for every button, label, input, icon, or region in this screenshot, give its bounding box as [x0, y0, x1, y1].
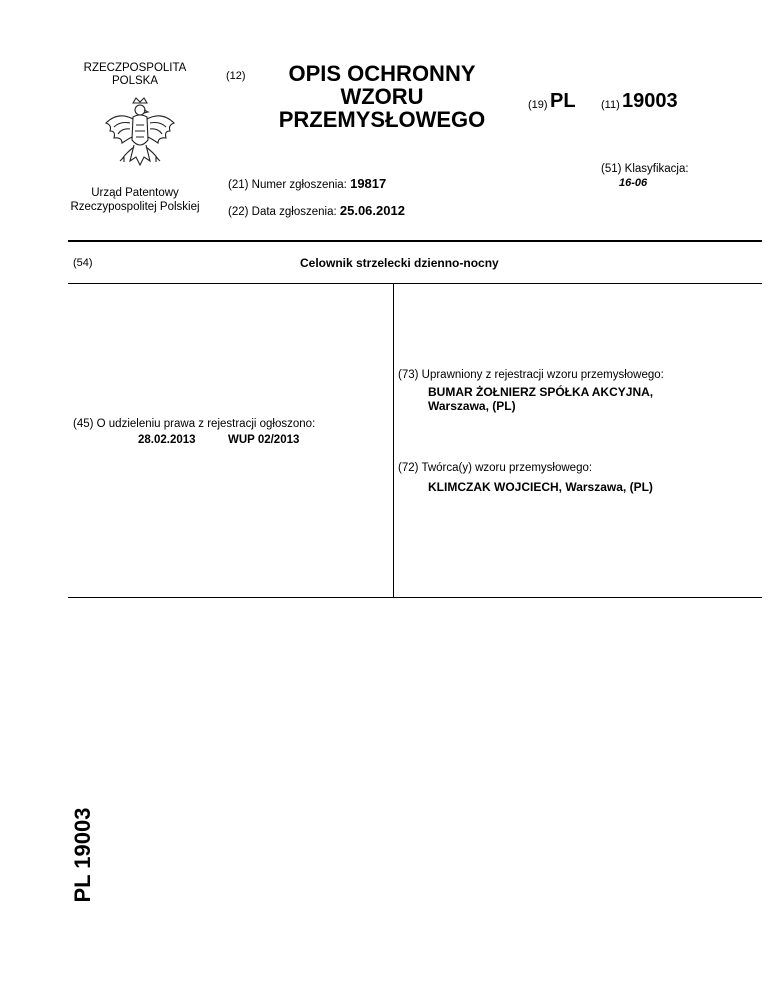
- application-date-label: (22) Data zgłoszenia:: [228, 206, 337, 218]
- application-number-field: [228, 176, 386, 191]
- title-line-2: WZORU: [340, 84, 424, 109]
- designer-label: (72) Twórca(y) wzoru przemysłowego:: [398, 462, 593, 474]
- office-line-2: Rzeczypospolitej Polskiej: [70, 201, 200, 213]
- side-document-label: PL 19003: [70, 807, 95, 903]
- code-54: (54): [73, 257, 93, 269]
- grant-announcement-date: 28.02.2013: [138, 434, 196, 446]
- polish-eagle-emblem-icon: [100, 95, 180, 180]
- classification-value: 16-06: [619, 177, 648, 189]
- title-line-3: PRZEMYSŁOWEGO: [278, 107, 486, 132]
- classification-label: (51) Klasyfikacja:: [601, 163, 689, 175]
- country-line-2: POLSKA: [111, 75, 159, 87]
- application-date-field: [228, 203, 405, 218]
- design-title: Celownik strzelecki dzienno-nocny: [300, 256, 499, 270]
- country-line-1: RZECZPOSPOLITA: [83, 62, 187, 74]
- grant-announcement-label: (45) O udzieleniu prawa z rejestracji ogłoszono:: [73, 418, 316, 430]
- patent-office-name: [60, 186, 210, 214]
- document-number: 19003: [622, 90, 678, 112]
- code-19: (19): [528, 99, 548, 111]
- middle-divider: [68, 283, 762, 284]
- top-divider: [68, 240, 762, 242]
- rights-holder-name: BUMAR ŻOŁNIERZ SPÓŁKA AKCYJNA,: [428, 385, 654, 399]
- code-11: (11): [601, 99, 620, 111]
- code-12: (12): [226, 70, 246, 82]
- application-date-value: 25.06.2012: [339, 203, 405, 218]
- document-title: [262, 62, 502, 131]
- grant-announcement-publication: WUP 02/2013: [228, 434, 300, 446]
- country-code: PL: [550, 90, 576, 112]
- application-number-value: 19817: [350, 176, 387, 191]
- rights-holder-label: (73) Uprawniony z rejestracji wzoru przemysłowego:: [398, 369, 664, 381]
- title-line-1: OPIS OCHRONNY: [288, 61, 476, 86]
- bottom-divider: [68, 597, 762, 598]
- application-number-label: (21) Numer zgłoszenia:: [228, 179, 347, 191]
- designer-value: KLIMCZAK WOJCIECH, Warszawa, (PL): [428, 480, 653, 494]
- rights-holder-location: Warszawa, (PL): [428, 399, 516, 413]
- column-divider: [393, 283, 394, 598]
- office-line-1: Urząd Patentowy: [91, 187, 179, 199]
- country-name: [60, 62, 210, 88]
